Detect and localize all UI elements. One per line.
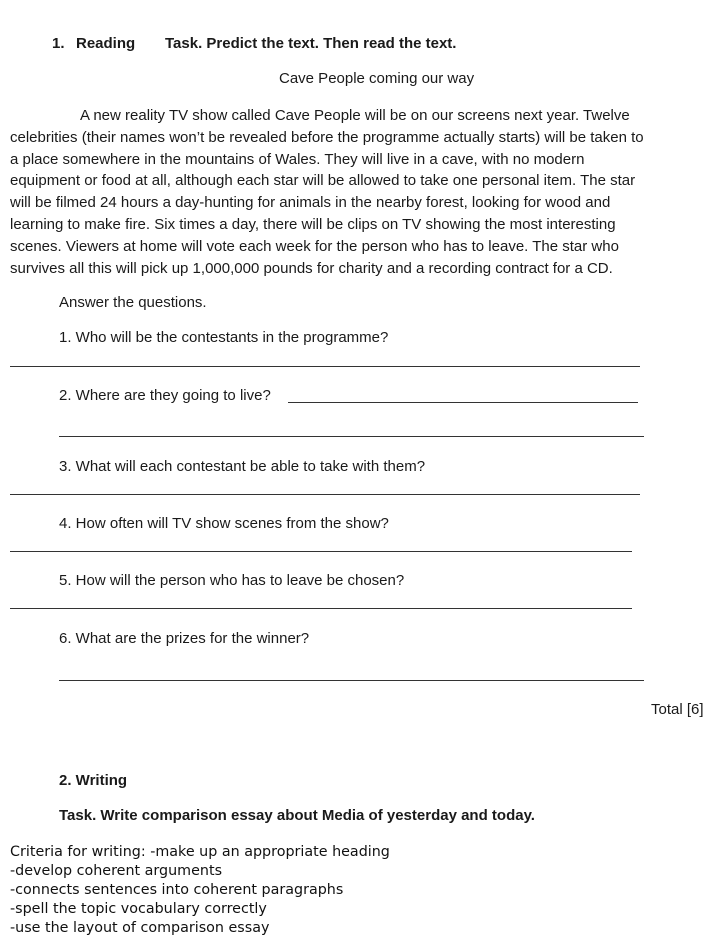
section-1-title: Reading — [76, 35, 136, 52]
answer-line-6[interactable] — [59, 680, 644, 681]
section-2-task: Task. Write comparison essay about Media of yesterday and today. — [59, 807, 535, 824]
question-5: 5. How will the person who has to leave be chosen? — [59, 572, 405, 589]
answer-line-2b[interactable] — [59, 436, 644, 437]
answer-line-4[interactable] — [10, 551, 632, 552]
article-line: a place somewhere in the mountains of Wales. They will live in a cave, with no modern — [10, 150, 585, 168]
answer-line-1[interactable] — [10, 366, 640, 367]
question-2: 2. Where are they going to live? — [59, 387, 271, 404]
criteria-line: -connects sentences into coherent paragraphs — [10, 882, 344, 898]
total-score: Total [6] — [651, 701, 704, 718]
question-6: 6. What are the prizes for the winner? — [59, 630, 310, 647]
article-line: survives all this will pick up 1,000,000 pounds for charity and a recording contract for a CD. — [10, 259, 613, 277]
article-line: learning to make fire. Six times a day, there will be clips on TV showing the most interesting — [10, 215, 616, 233]
section-1-task: Task. Predict the text. Then read the text. — [165, 35, 457, 52]
answer-line-2a[interactable] — [288, 402, 638, 403]
criteria-line: -use the layout of comparison essay — [10, 920, 270, 936]
question-4: 4. How often will TV show scenes from the show? — [59, 515, 389, 532]
article-line: celebrities (their names won’t be revealed before the programme actually starts) will be taken to — [10, 128, 644, 146]
article-body — [10, 105, 715, 279]
criteria-line: Criteria for writing: -make up an appropriate heading — [10, 844, 390, 860]
section-2-title: 2. Writing — [59, 772, 128, 789]
criteria-line: -develop coherent arguments — [10, 863, 223, 879]
article-line: will be filmed 24 hours a day-hunting for animals in the nearby forest, looking for wood and — [10, 194, 611, 212]
article-line: scenes. Viewers at home will vote each week for the person who has to leave. The star who — [10, 237, 619, 255]
questions-intro: Answer the questions. — [59, 294, 207, 311]
question-3: 3. What will each contestant be able to take with them? — [59, 458, 426, 475]
criteria-line: -spell the topic vocabulary correctly — [10, 901, 267, 917]
answer-line-3[interactable] — [10, 494, 640, 495]
article-title: Cave People coming our way — [279, 70, 475, 87]
section-1-number: 1. — [52, 35, 65, 52]
article-line: equipment or food at all, although each star will be allowed to take one personal item. The star — [10, 172, 636, 190]
article-line: A new reality TV show called Cave People will be on our screens next year. Twelve — [80, 107, 630, 124]
answer-line-5[interactable] — [10, 608, 632, 609]
question-1: 1. Who will be the contestants in the programme? — [59, 329, 389, 346]
